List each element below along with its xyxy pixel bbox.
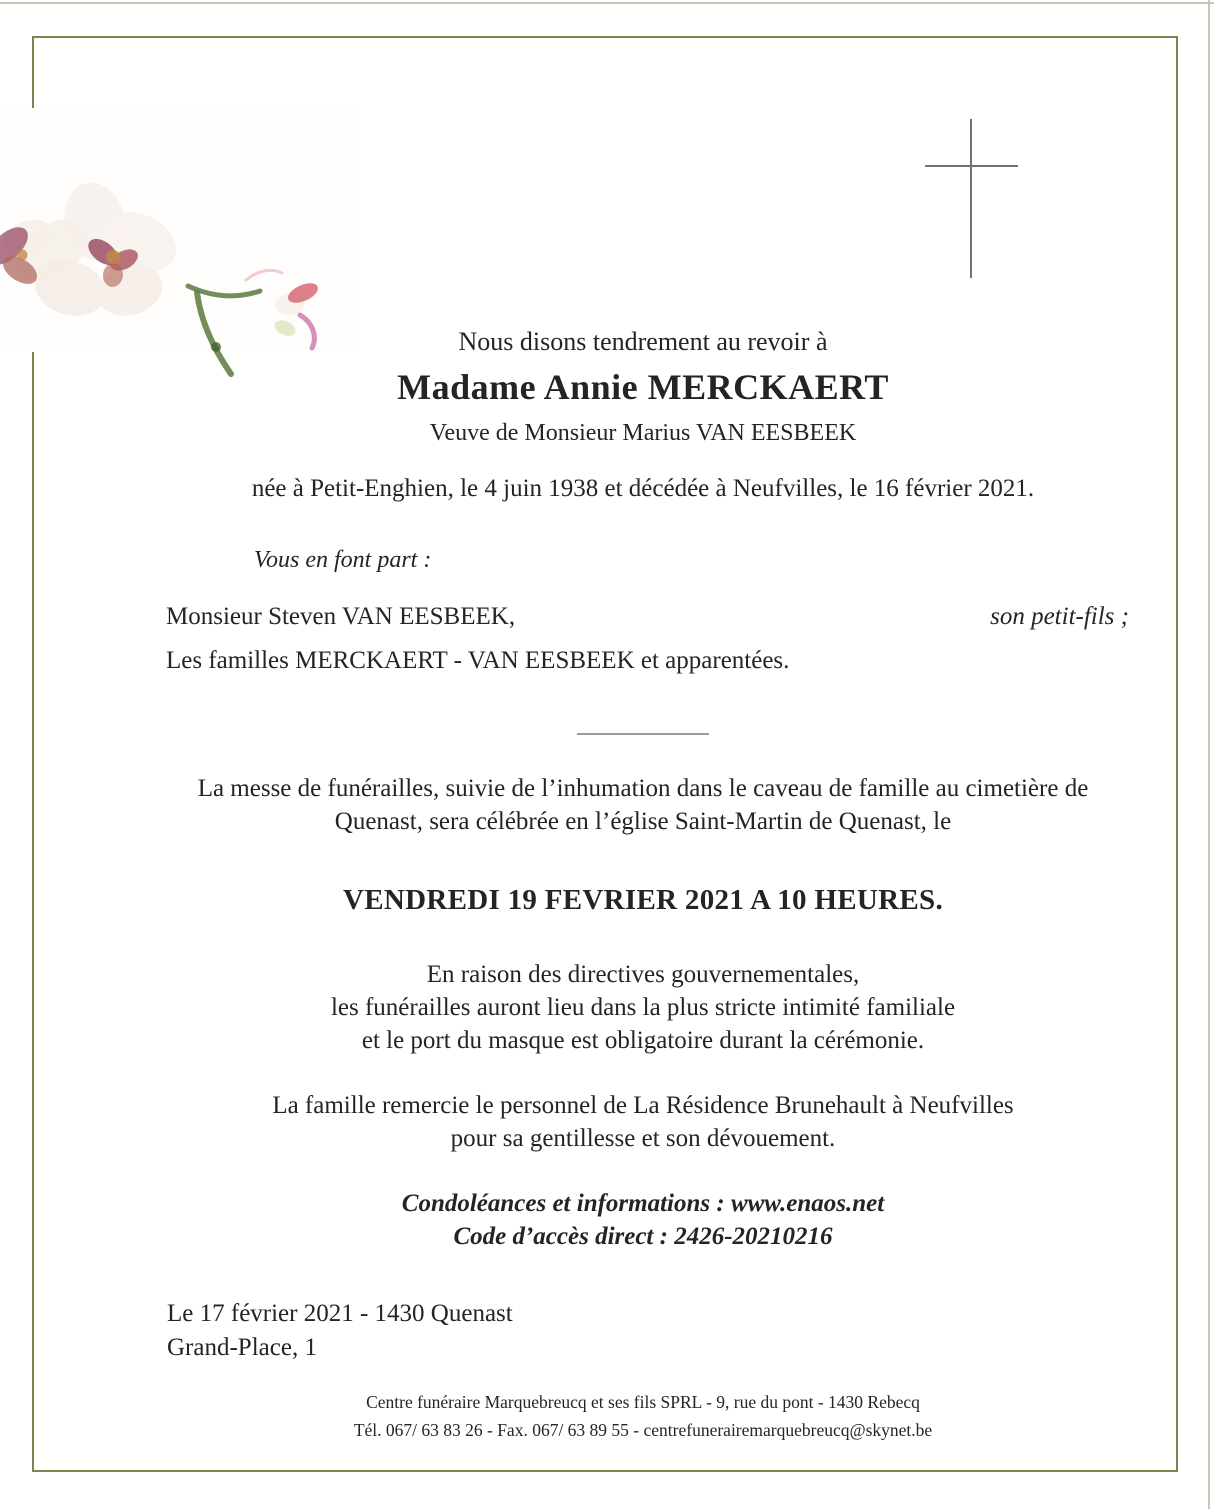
funeral-home-block <box>72 1388 1214 1444</box>
signoff-date-place: Le 17 février 2021 - 1430 Quenast <box>167 1300 513 1327</box>
funeral-home-name-address: Centre funéraire Marquebreucq et ses fils SPRL - 9, rue du pont - 1430 Rebecq <box>366 1392 920 1412</box>
cross-horizontal-bar <box>925 165 1018 167</box>
covid-notice-line: les funérailles auront lieu dans la plus stricte intimité familiale <box>330 994 956 1021</box>
family-thanks-line: La famille remercie le personnel de La Résidence Brunehault à Neufvilles <box>272 1092 1014 1119</box>
covid-notice <box>72 958 1214 1057</box>
covid-notice-line: et le port du masque est obligatoire durant la cérémonie. <box>361 1027 925 1054</box>
relative-row: Les familles MERCKAERT - VAN EESBEEK et apparentées. <box>166 647 790 674</box>
scan-edge-right <box>1208 0 1210 1509</box>
signoff-block <box>167 1297 513 1365</box>
ceremony-description-line: Quenast, sera célébrée en l’église Saint-Martin de Quenast, le <box>334 808 952 835</box>
cross-vertical-bar <box>970 119 972 278</box>
funeral-home-contact: Tél. 067/ 63 83 26 - Fax. 067/ 63 89 55 - centrefunerairemarquebreucq@skynet.be <box>353 1420 933 1440</box>
scan-edge-top <box>0 2 1214 4</box>
ceremony-datetime: VENDREDI 19 FEVRIER 2021 A 10 HEURES. <box>342 884 944 916</box>
relative-row <box>166 603 1129 631</box>
relation-to-deceased: Veuve de Monsieur Marius VAN EESBEEK <box>429 420 857 446</box>
family-thanks <box>72 1089 1214 1155</box>
ceremony-description <box>72 772 1214 838</box>
signoff-address: Grand-Place, 1 <box>167 1334 317 1361</box>
section-divider <box>577 733 709 735</box>
ceremony-description-line: La messe de funérailles, suivie de l’inhumation dans le caveau de famille au cimetière de <box>197 775 1089 802</box>
deceased-name: Madame Annie MERCKAERT <box>397 367 889 407</box>
announcement-lead: Vous en font part : <box>254 547 432 573</box>
condolences-website-line: Condoléances et informations : www.enaos.net <box>401 1190 885 1217</box>
farewell-line: Nous disons tendrement au revoir à <box>458 327 828 356</box>
birth-death-dates: née à Petit-Enghien, le 4 juin 1938 et décédée à Neufvilles, le 16 février 2021. <box>251 475 1035 502</box>
condolences-access-code: Code d’accès direct : 2426-20210216 <box>453 1223 833 1250</box>
condolences-info <box>72 1187 1214 1253</box>
covid-notice-line: En raison des directives gouvernementales, <box>426 961 860 988</box>
family-thanks-line: pour sa gentillesse et son dévouement. <box>450 1125 836 1152</box>
relative-name: Monsieur Steven VAN EESBEEK, <box>166 603 516 630</box>
relative-relation: son petit-fils ; <box>990 603 1129 630</box>
